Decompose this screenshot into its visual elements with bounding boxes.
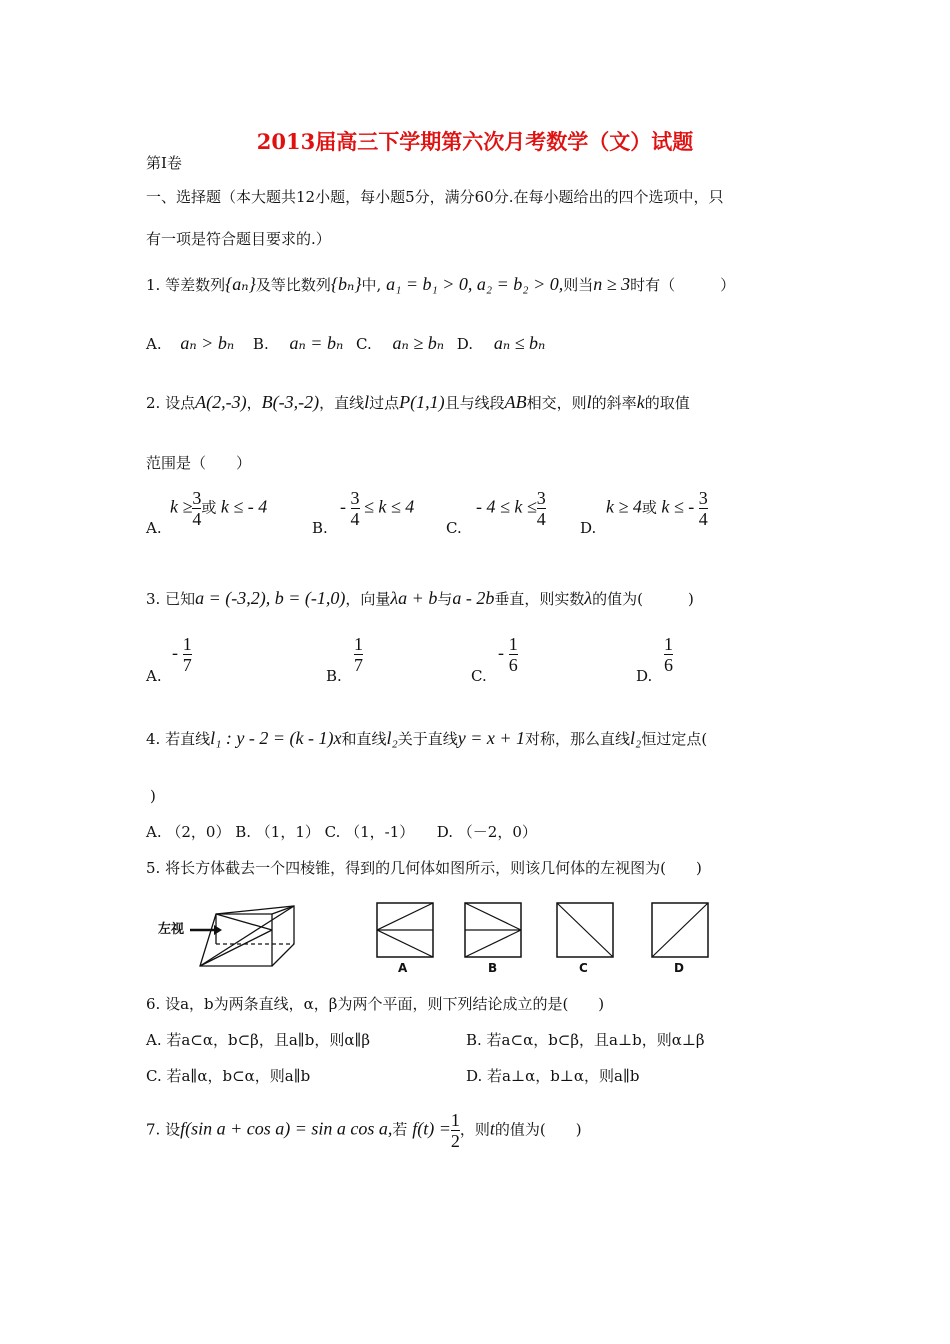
question-7: 7. 设f(sin a + cos a) = sin a cos a,若 f(t) = $\frac{1}{2}$ ，则t的值为( ) [146, 1110, 582, 1151]
q3-option-a: - $\frac{1}{7}$ [172, 634, 192, 675]
question-1 [146, 274, 735, 295]
question-6: 6. 设a，b为两条直线，α，β为两个平面，则下列结论成立的是( ) [146, 995, 605, 1013]
q1-text-b: 及等比数列 [255, 276, 331, 294]
question-4: 4. 若直线l₁ : y - 2 = (k - 1)x和直线l₂关于直线y = x + 1对称，那么直线l₂恒过定点( [146, 728, 708, 748]
question-3: 3. 已知a = (-3,2), b = (-1,0)，向量λa + b与a - 2b垂直，则实数λ的值为( ) [146, 588, 694, 608]
q2-option-b-label: B. [312, 519, 328, 537]
q1-option-c: C. aₙ ≥ bₙ [356, 333, 444, 353]
q2-line2: 范围是（ ） [146, 454, 252, 472]
q3-option-d: $\frac{1}{6}$ [664, 634, 673, 675]
view-option-c [556, 902, 614, 958]
q3-vectors: a = (-3,2), b = (-1,0) [195, 588, 346, 608]
q7-ft: f(t) = [412, 1118, 451, 1139]
view-label-d: D [674, 961, 684, 975]
question-5: 5. 将长方体截去一个四棱锥，得到的几何体如图所示，则该几何体的左视图为( ) [146, 859, 702, 877]
q3-option-c: - $\frac{1}{6}$ [498, 634, 518, 675]
q1-text-e: 时有（ ） [630, 276, 736, 294]
view-option-a [376, 902, 434, 958]
question-2: 2. 设点A(2,-3)，B(-3,-2)，直线l过点P(1,1)且与线段AB相交，则l的斜率k的取值 [146, 392, 690, 412]
q3-options: A. - $\frac{1}{7}$ B. $\frac{1}{7}$ C. - $\frac{1}{6}$ D. $\frac{1}{6}$ [146, 634, 673, 685]
q2-option-a-label: A. [146, 519, 162, 537]
q6-option-c: C. 若a∥α，b⊂α，则a∥b [146, 1067, 311, 1085]
q2-options [146, 488, 846, 538]
q4-options: A. （2，0） B. （1，1） C. （1，-1） D. （－2，0） [146, 823, 537, 841]
q6-option-a: A. 若a⊂α，b⊂β，且a∥b，则α∥β [146, 1031, 371, 1049]
instructions-line1: 一、选择题（本大题共12小题，每小题5分，满分60分.在每小题给出的四个选项中，只 [146, 188, 724, 206]
view-label-a: A [398, 961, 408, 975]
q6-option-d: D. 若a⊥α，b⊥α，则a∥b [466, 1067, 640, 1085]
q1-text-a: 等差数列 [165, 276, 226, 294]
instructions-line2: 有一项是符合题目要求的.） [146, 230, 331, 248]
q1-number: 1. [146, 276, 161, 294]
section-label: 第Ⅰ卷 [146, 154, 182, 172]
q2-point-b: B(-3,-2) [261, 392, 320, 412]
q2-option-c: - 4 ≤ k ≤ $\frac{3}{4}$ [476, 488, 546, 529]
q6-option-b: B. 若a⊂α，b⊂β，且a⊥b，则α⊥β [466, 1031, 705, 1049]
q1-seq-b: {bₙ} [330, 274, 362, 294]
q2-point-a: A(2,-3) [195, 392, 247, 412]
q1-option-a: A. aₙ > bₙ [146, 333, 235, 353]
q1-options [146, 333, 545, 354]
q2-option-b: - $\frac{3}{4}$ ≤ k ≤ 4 [340, 488, 415, 529]
q1-seq-a: {aₙ} [225, 274, 256, 294]
q2-option-c-label: C. [446, 519, 462, 537]
q1-condition: a₁ = b₁ > 0, a₂ = b₂ > 0, [386, 274, 564, 294]
left-view-label: 左视 [158, 922, 185, 937]
solid-figure [150, 900, 310, 980]
q2-option-a: k ≥ $\frac{3}{4}$ 或 k ≤ - 4 [170, 488, 268, 529]
q2-point-p: P(1,1) [399, 392, 445, 412]
q2-option-d: k ≥ 4或 k ≤ - $\frac{3}{4}$ [606, 488, 708, 529]
view-option-b [464, 902, 522, 958]
q7-expression: f(sin a + cos a) = sin a cos a, [180, 1118, 393, 1139]
q1-option-d: D. aₙ ≤ bₙ [456, 333, 546, 353]
q1-text-d: 则当 [563, 276, 594, 294]
view-label-b: B [488, 961, 498, 975]
q7-half: $\frac{1}{2}$ [450, 1110, 460, 1151]
q2-option-d-label: D. [580, 519, 597, 537]
q1-option-b: B. aₙ = bₙ [252, 333, 344, 353]
q1-condition-n: n ≥ 3 [593, 274, 631, 294]
view-option-d [651, 902, 709, 958]
q4-close: ) [150, 787, 156, 805]
view-label-c: C [579, 961, 588, 975]
q1-text-c: 中, [361, 276, 382, 294]
q3-option-b: $\frac{1}{7}$ [354, 634, 363, 675]
page-title: 2013届高三下学期第六次月考数学（文）试题 [256, 129, 694, 154]
